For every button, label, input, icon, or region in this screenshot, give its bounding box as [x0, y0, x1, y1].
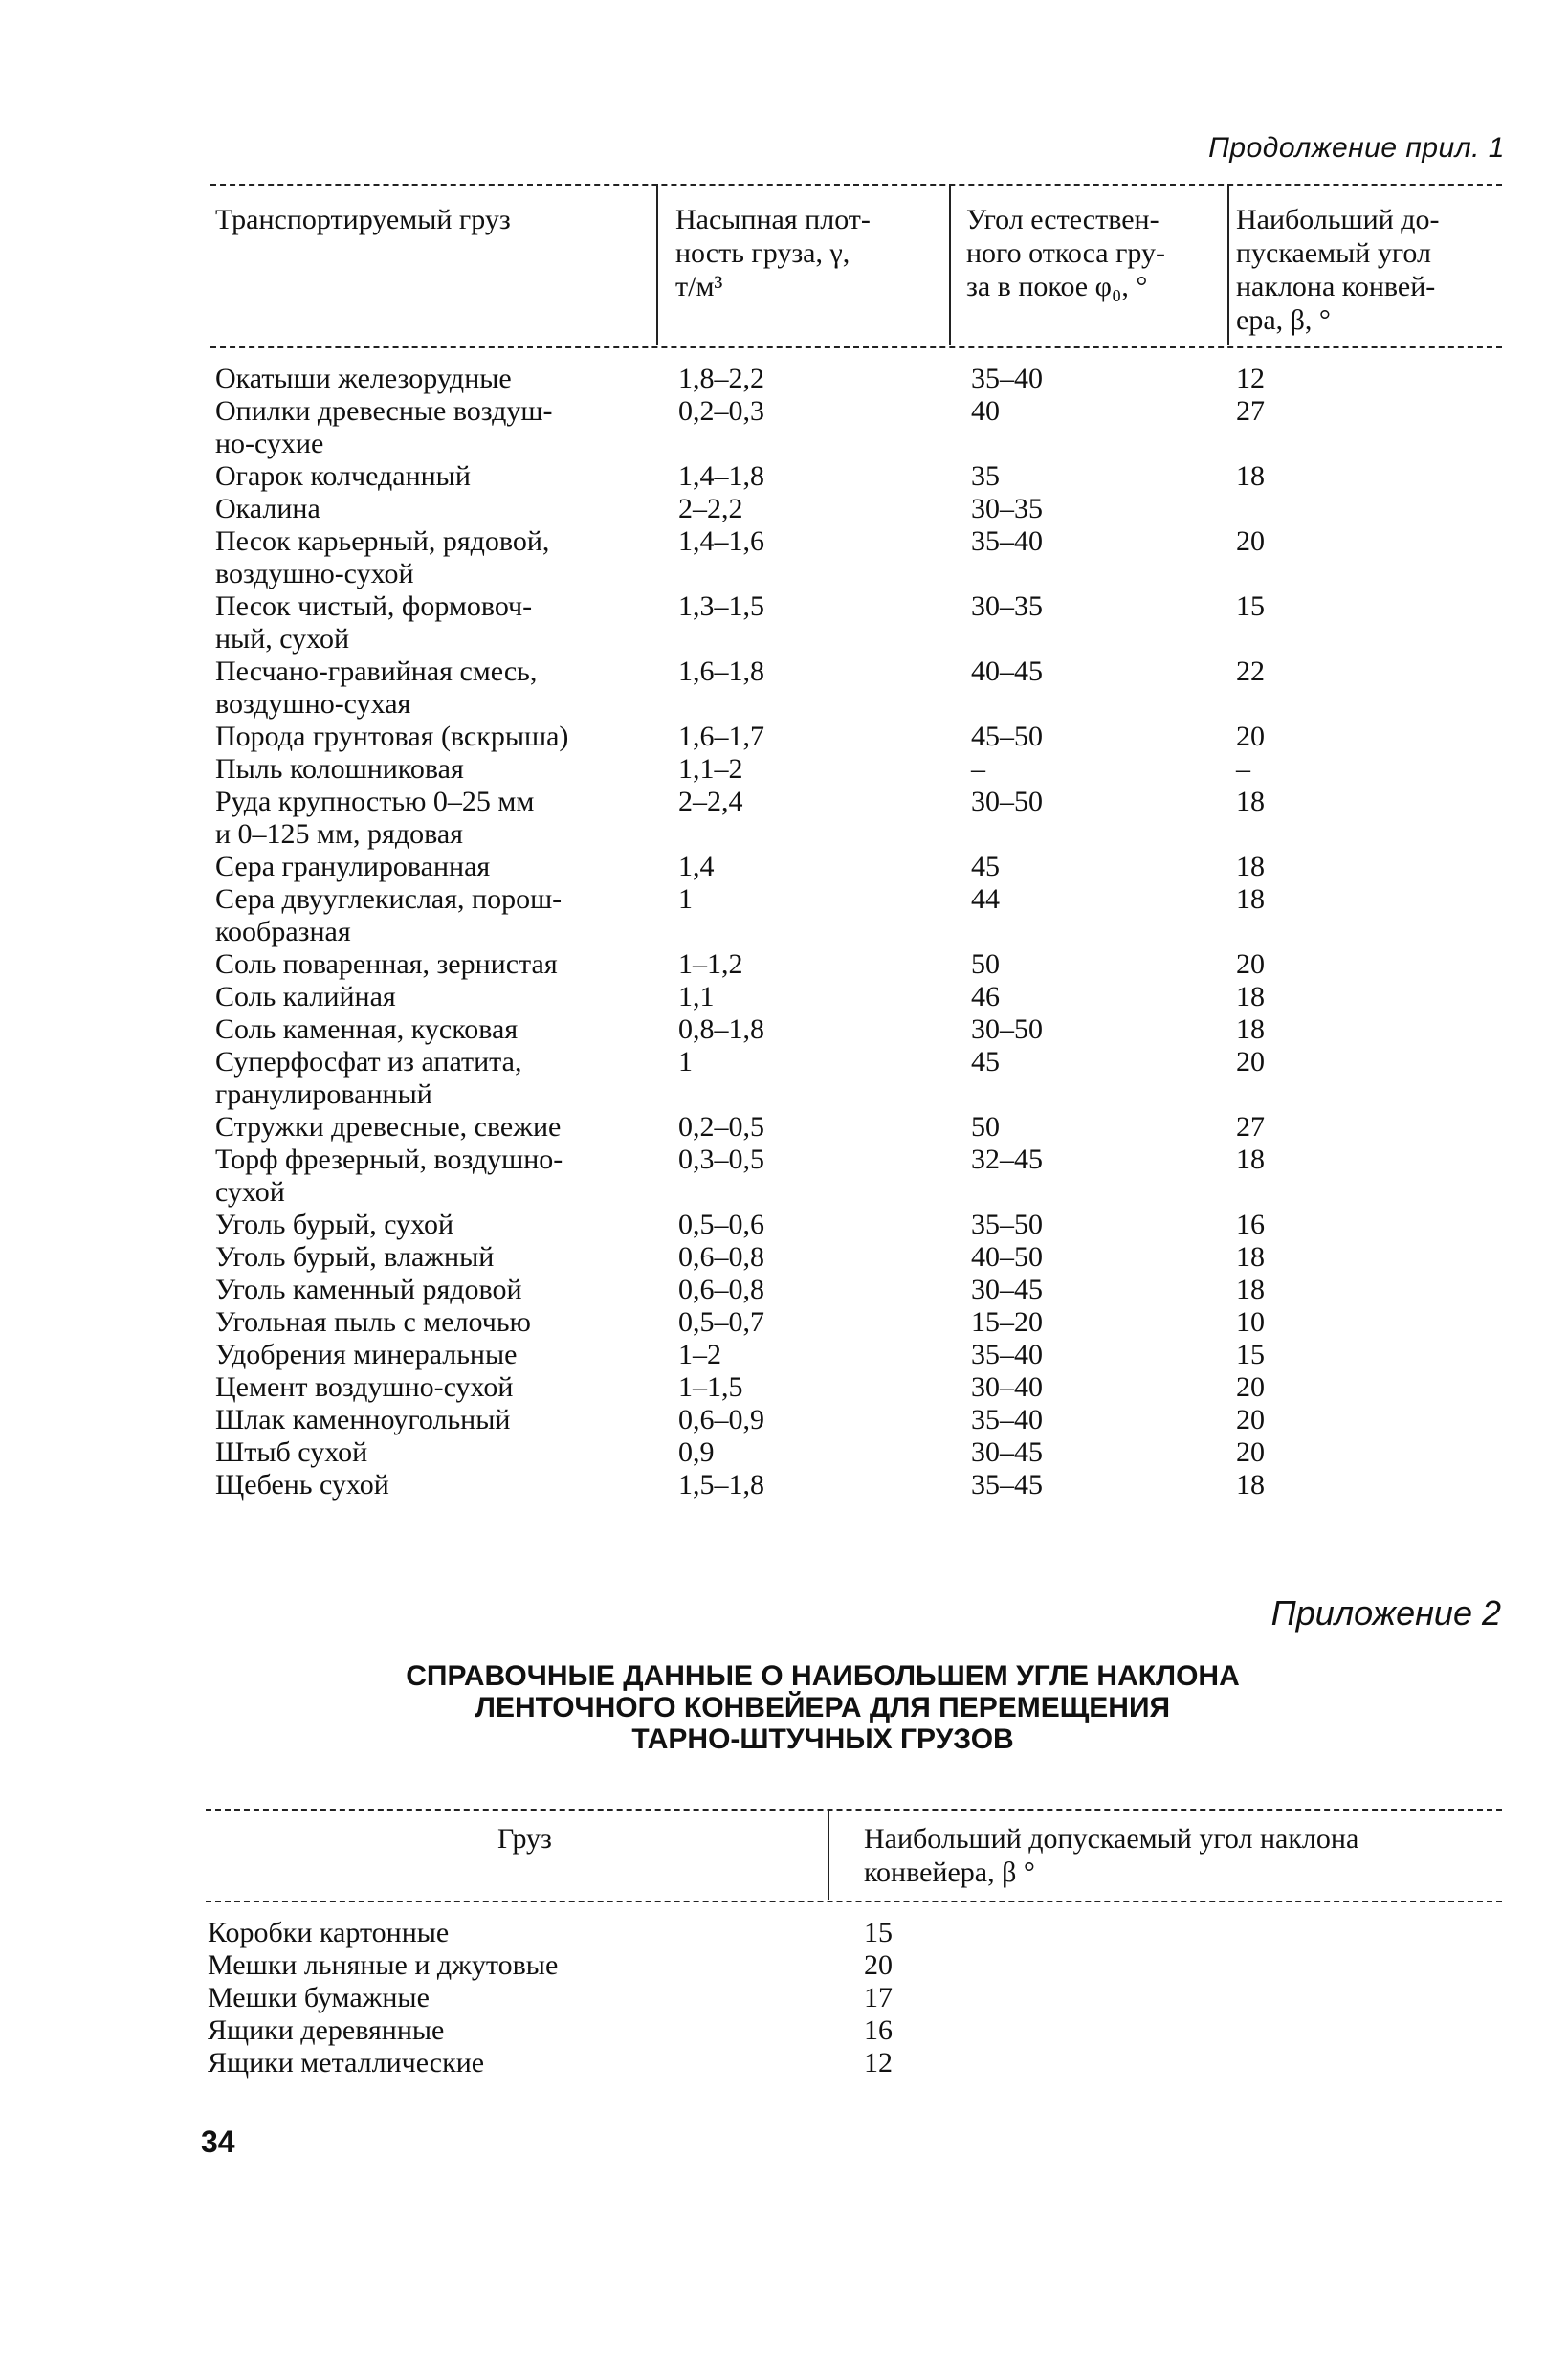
- header-line: Наибольший допускаемый угол наклона: [864, 1823, 1359, 1855]
- table-row: [210, 525, 1502, 590]
- max-incline-angle: 22: [1236, 656, 1265, 687]
- max-incline-angle: 18: [1236, 460, 1265, 492]
- cargo-name-line: Шлак каменноугольный: [215, 1404, 511, 1435]
- cargo-name-line: Окатыши железорудные: [215, 363, 512, 394]
- cargo-name-line: Опилки древесные воздуш-: [215, 395, 553, 427]
- header-line: наклона конвей-: [1236, 271, 1436, 302]
- cargo-name: [210, 395, 676, 460]
- max-incline-angle: 18: [1236, 1013, 1265, 1045]
- cargo-name: [210, 1241, 676, 1274]
- bulk-density: 0,5–0,7: [678, 1306, 764, 1338]
- repose-angle: 30–35: [971, 590, 1043, 622]
- max-incline-angle: 10: [1236, 1306, 1265, 1338]
- cargo-name-line: Соль калийная: [215, 981, 396, 1012]
- bulk-density: 1,4–1,8: [678, 460, 764, 492]
- cargo-name-line: Уголь каменный рядовой: [215, 1274, 522, 1305]
- cargo-name: [210, 1371, 676, 1404]
- table-row: [210, 1046, 1502, 1111]
- repose-angle: 30–45: [971, 1436, 1043, 1468]
- cargo-name: [210, 1046, 676, 1111]
- header-bottom-rule: [210, 346, 1502, 348]
- header-density: [675, 203, 871, 303]
- cargo-name: [210, 1111, 676, 1144]
- bulk-density: 0,2–0,3: [678, 395, 764, 427]
- repose-angle: 50: [971, 948, 1000, 980]
- table-row: [210, 460, 1502, 493]
- bulk-density: 1,3–1,5: [678, 590, 764, 622]
- table-row: [210, 590, 1502, 656]
- table-row: [210, 1436, 1502, 1469]
- cargo-name: Мешки бумажные: [208, 1982, 430, 2013]
- cargo-name-line: воздушно-сухой: [215, 558, 414, 589]
- repose-angle: 45–50: [971, 721, 1043, 752]
- column-divider: [656, 184, 658, 345]
- bulk-density: 0,8–1,8: [678, 1013, 764, 1045]
- max-incline-angle: 15: [1236, 1339, 1265, 1370]
- bulk-density: 1,5–1,8: [678, 1469, 764, 1501]
- repose-angle: 35–40: [971, 1404, 1043, 1435]
- appendix2-label: Приложение 2: [1270, 1593, 1501, 1633]
- table-row: [210, 948, 1502, 981]
- table-row: [210, 656, 1502, 721]
- cargo-name-line: и 0–125 мм, рядовая: [215, 818, 463, 850]
- max-incline-angle: 16: [864, 2014, 893, 2046]
- max-incline-angle: 18: [1236, 1469, 1265, 1501]
- repose-angle: 35–40: [971, 1339, 1043, 1370]
- cargo-name-line: Уголь бурый, влажный: [215, 1241, 495, 1273]
- bulk-density: 0,3–0,5: [678, 1144, 764, 1175]
- table-row: [210, 1469, 1502, 1501]
- cargo-name-line: Стружки древесные, свежие: [215, 1111, 562, 1143]
- cargo-name: [210, 1339, 676, 1371]
- cargo-name-line: Удобрения минеральные: [215, 1339, 518, 1370]
- max-incline-angle: 12: [864, 2047, 893, 2079]
- cargo-name: [210, 1209, 676, 1241]
- cargo-name: [210, 1306, 676, 1339]
- max-incline-angle: 18: [1236, 786, 1265, 817]
- column-divider: [1227, 184, 1229, 345]
- bulk-density: 1: [678, 883, 693, 915]
- page-number: 34: [201, 2124, 235, 2159]
- cargo-name: [210, 786, 676, 851]
- cargo-name-line: Соль поваренная, зернистая: [215, 948, 558, 980]
- cargo-name-line: гранулированный: [215, 1078, 432, 1110]
- repose-angle: 35–40: [971, 525, 1043, 557]
- max-incline-angle: 20: [1236, 525, 1265, 557]
- max-incline-angle: 18: [1236, 851, 1265, 882]
- header-repose-angle: [966, 203, 1165, 303]
- table-row: [210, 1013, 1502, 1046]
- appendix2-title: [287, 1660, 1358, 1755]
- cargo-name-line: Торф фрезерный, воздушно-: [215, 1144, 563, 1175]
- title-line: СПРАВОЧНЫЕ ДАННЫЕ О НАИБОЛЬШЕМ УГЛЕ НАКЛОНА: [406, 1660, 1240, 1692]
- repose-angle: 40–50: [971, 1241, 1043, 1273]
- cargo-name-line: кообразная: [215, 916, 351, 947]
- repose-angle: 35–45: [971, 1469, 1043, 1501]
- cargo-name: [210, 363, 676, 395]
- table-row: [210, 1241, 1502, 1274]
- bulk-density: 0,9: [678, 1436, 715, 1468]
- cargo-name-line: Соль каменная, кусковая: [215, 1013, 519, 1045]
- repose-angle: 30–50: [971, 786, 1043, 817]
- repose-angle: 45: [971, 1046, 1000, 1078]
- header-line: за в покое φ₀, °: [966, 271, 1148, 302]
- header-line: ного откоса гру-: [966, 237, 1166, 269]
- header-line: ера, β, °: [1236, 304, 1331, 336]
- repose-angle: 45: [971, 851, 1000, 882]
- max-incline-angle: 20: [1236, 1371, 1265, 1403]
- max-incline-angle: 20: [1236, 1404, 1265, 1435]
- cargo-name: Мешки льняные и джутовые: [208, 1949, 559, 1981]
- cargo-name: [210, 656, 676, 721]
- cargo-name: [210, 1274, 676, 1306]
- bulk-density: 1,1: [678, 981, 715, 1012]
- max-incline-angle: 18: [1236, 1241, 1265, 1273]
- cargo-name: Ящики металлические: [208, 2047, 485, 2079]
- max-incline-angle: 20: [864, 1949, 893, 1981]
- header-cargo: Груз: [497, 1823, 552, 1855]
- table-row: [210, 1111, 1502, 1144]
- repose-angle: 35–50: [971, 1209, 1043, 1240]
- max-incline-angle: 17: [864, 1982, 893, 2013]
- table-row: [210, 395, 1502, 460]
- table-top-rule: [210, 184, 1502, 186]
- repose-angle: 35: [971, 460, 1000, 492]
- table-row: [210, 1144, 1502, 1209]
- cargo-name-line: ный, сухой: [215, 623, 350, 655]
- table-row: [206, 2047, 1502, 2079]
- header-max-incline: [1236, 203, 1440, 337]
- repose-angle: 50: [971, 1111, 1000, 1143]
- table-row: [210, 1371, 1502, 1404]
- continuation-label: Продолжение прил. 1: [1208, 132, 1505, 164]
- table-body: [210, 363, 1502, 1501]
- header-line: ность груза, γ,: [675, 237, 850, 269]
- table-row: [210, 493, 1502, 525]
- repose-angle: 15–20: [971, 1306, 1043, 1338]
- cargo-name: [210, 460, 676, 493]
- cargo-name: Коробки картонные: [208, 1917, 450, 1948]
- cargo-name-line: Уголь бурый, сухой: [215, 1209, 454, 1240]
- table-row: [206, 1982, 1502, 2014]
- bulk-density: 2–2,2: [678, 493, 743, 524]
- max-incline-angle: 15: [1236, 590, 1265, 622]
- max-incline-angle: 18: [1236, 981, 1265, 1012]
- bulk-density: 1,8–2,2: [678, 363, 764, 394]
- title-line: ТАРНО-ШТУЧНЫХ ГРУЗОВ: [631, 1723, 1014, 1755]
- table-body: [206, 1917, 1502, 2079]
- cargo-name: [210, 948, 676, 981]
- bulk-density: 1,6–1,7: [678, 721, 764, 752]
- cargo-name: [210, 883, 676, 948]
- column-divider: [828, 1809, 829, 1900]
- bulk-density: 0,5–0,6: [678, 1209, 764, 1240]
- column-divider: [949, 184, 951, 345]
- max-incline-angle: 15: [864, 1917, 893, 1948]
- cargo-name: [210, 1404, 676, 1436]
- bulk-density: 1–2: [678, 1339, 721, 1370]
- table-row: [210, 851, 1502, 883]
- cargo-name-line: Песок карьерный, рядовой,: [215, 525, 550, 557]
- bulk-density: 1: [678, 1046, 693, 1078]
- bulk-density: 1–1,2: [678, 948, 743, 980]
- repose-angle: –: [971, 753, 985, 785]
- bulk-density: 1,1–2: [678, 753, 743, 785]
- header-line: Наибольший до-: [1236, 204, 1440, 235]
- max-incline-angle: 16: [1236, 1209, 1265, 1240]
- bulk-density: 1,4–1,6: [678, 525, 764, 557]
- cargo-name-line: Угольная пыль с мелочью: [215, 1306, 531, 1338]
- cargo-name-line: Цемент воздушно-сухой: [215, 1371, 514, 1403]
- max-incline-angle: 20: [1236, 721, 1265, 752]
- cargo-name-line: Пыль колошниковая: [215, 753, 464, 785]
- table-row: [210, 1209, 1502, 1241]
- max-incline-angle: 12: [1236, 363, 1265, 394]
- cargo-name-line: но-сухие: [215, 428, 324, 459]
- header-max-incline: [864, 1822, 1358, 1889]
- repose-angle: 35–40: [971, 363, 1043, 394]
- max-incline-angle: 20: [1236, 1436, 1265, 1468]
- cargo-name-line: Порода грунтовая (вскрыша): [215, 721, 569, 752]
- bulk-density: 0,6–0,8: [678, 1241, 764, 1273]
- header-line: пускаемый угол: [1236, 237, 1431, 269]
- repose-angle: 46: [971, 981, 1000, 1012]
- repose-angle: 30–35: [971, 493, 1043, 524]
- max-incline-angle: [1232, 493, 1502, 525]
- header-line: Угол естествен-: [966, 204, 1159, 235]
- cargo-name-line: Сера двууглекислая, порош-: [215, 883, 563, 915]
- max-incline-angle: 20: [1236, 948, 1265, 980]
- cargo-name: [210, 1436, 676, 1469]
- cargo-name-line: Руда крупностью 0–25 мм: [215, 786, 535, 817]
- table-row: [206, 1949, 1502, 1982]
- table-row: [210, 981, 1502, 1013]
- bulk-density: 1,4: [678, 851, 715, 882]
- repose-angle: 44: [971, 883, 1000, 915]
- cargo-name-line: сухой: [215, 1176, 285, 1208]
- cargo-name-line: Сера гранулированная: [215, 851, 491, 882]
- cargo-name-line: воздушно-сухая: [215, 688, 411, 720]
- max-incline-angle: 18: [1236, 883, 1265, 915]
- cargo-name-line: Суперфосфат из апатита,: [215, 1046, 522, 1078]
- repose-angle: 40–45: [971, 656, 1043, 687]
- repose-angle: 40: [971, 395, 1000, 427]
- cargo-name-line: Штыб сухой: [215, 1436, 368, 1468]
- header-cargo: Транспортируемый груз: [215, 204, 511, 235]
- cargo-name: [210, 1144, 676, 1209]
- cargo-name: [210, 981, 676, 1013]
- table-row: [210, 1339, 1502, 1371]
- table-row: [206, 2014, 1502, 2047]
- max-incline-angle: 27: [1236, 1111, 1265, 1143]
- max-incline-angle: 27: [1236, 395, 1265, 427]
- table-row: [210, 1306, 1502, 1339]
- cargo-name: [210, 753, 676, 786]
- cargo-name-line: Огарок колчеданный: [215, 460, 471, 492]
- cargo-name-line: Песок чистый, формовоч-: [215, 590, 533, 622]
- repose-angle: 30–45: [971, 1274, 1043, 1305]
- bulk-density: 1,6–1,8: [678, 656, 764, 687]
- max-incline-angle: 20: [1236, 1046, 1265, 1078]
- table-row: [210, 363, 1502, 395]
- table-top-rule: [206, 1809, 1502, 1811]
- cargo-name: [210, 590, 676, 656]
- table-row: [210, 721, 1502, 753]
- table-row: [210, 1404, 1502, 1436]
- cargo-name: [210, 525, 676, 590]
- max-incline-angle: 18: [1236, 1274, 1265, 1305]
- bulk-density: 2–2,4: [678, 786, 743, 817]
- bulk-density: 0,6–0,8: [678, 1274, 764, 1305]
- bulk-density: 0,2–0,5: [678, 1111, 764, 1143]
- cargo-name: [210, 721, 676, 753]
- cargo-name: [210, 851, 676, 883]
- table-row: [210, 786, 1502, 851]
- repose-angle: 30–40: [971, 1371, 1043, 1403]
- max-incline-angle: 18: [1236, 1144, 1265, 1175]
- repose-angle: 32–45: [971, 1144, 1043, 1175]
- bulk-density: 1–1,5: [678, 1371, 743, 1403]
- cargo-name: [210, 1469, 676, 1501]
- table-row: [210, 1274, 1502, 1306]
- cargo-name: Ящики деревянные: [208, 2014, 445, 2046]
- header-bottom-rule: [206, 1901, 1502, 1902]
- cargo-name: [210, 493, 676, 525]
- cargo-name: [210, 1013, 676, 1046]
- title-line: ЛЕНТОЧНОГО КОНВЕЙЕРА ДЛЯ ПЕРЕМЕЩЕНИЯ: [475, 1692, 1171, 1723]
- max-incline-angle: –: [1236, 753, 1250, 785]
- header-line: Насыпная плот-: [675, 204, 871, 235]
- cargo-name-line: Окалина: [215, 493, 320, 524]
- header-line: т/м³: [675, 271, 723, 302]
- cargo-name-line: Песчано-гравийная смесь,: [215, 656, 538, 687]
- cargo-name-line: Щебень сухой: [215, 1469, 389, 1501]
- table-row: [210, 753, 1502, 786]
- table-row: [210, 883, 1502, 948]
- bulk-density: 0,6–0,9: [678, 1404, 764, 1435]
- table-row: [206, 1917, 1502, 1949]
- header-line: конвейера, β °: [864, 1857, 1035, 1888]
- repose-angle: 30–50: [971, 1013, 1043, 1045]
